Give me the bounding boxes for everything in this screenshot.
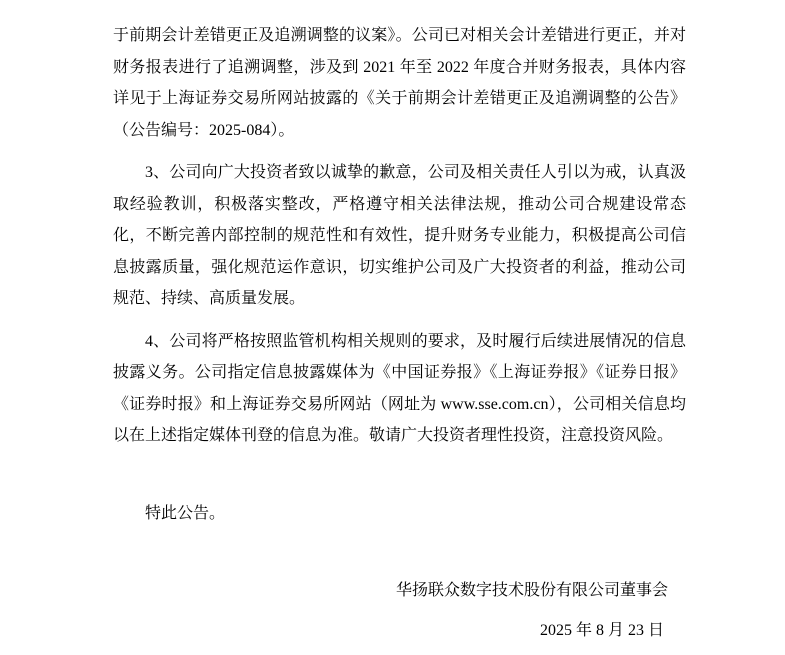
body-paragraph-item-4: 4、公司将严格按照监管机构相关规则的要求，及时履行后续进展情况的信息披露义务。公司指定信息披露媒体为《中国证券报》《上海证券报》《证券日报》《证券时报》和上海证券交易所网站（网址为 www.sse.com.cn），公司相关信息均以在上述指定媒体刊登的信息为准。敬请广大投资者理性投资，注意投资风险。 [113,332,686,444]
body-paragraph-continuation: 于前期会计差错更正及追溯调整的议案》。公司已对相关会计差错进行更正，并对财务报表进行了追溯调整，涉及到 2021 年至 2022 年度合并财务报表，具体内容详见于上海证券交易所网站披露的《关于前期会计差错更正及追溯调整的公告》（公告编号：2025-084）。 [113,27,686,139]
signature-line: 华扬联众数字技术股份有限公司董事会 [395,582,668,599]
closing-statement: 特此公告。 [145,504,226,522]
body-paragraph-item-3: 3、公司向广大投资者致以诚挚的歉意，公司及相关责任人引以为戒，认真汲取经验教训，积极落实整改，严格遵守相关法律法规，推动公司合规建设常态化，不断完善内部控制的规范性和有效性，提升财务专业能力，积极提高公司信息披露质量，强化规范运作意识，切实维护公司及广大投资者的利益，推动公司规范、持续、高质量发展。 [113,164,686,307]
date-line: 2025 年 8 月 23 日 [539,621,664,639]
